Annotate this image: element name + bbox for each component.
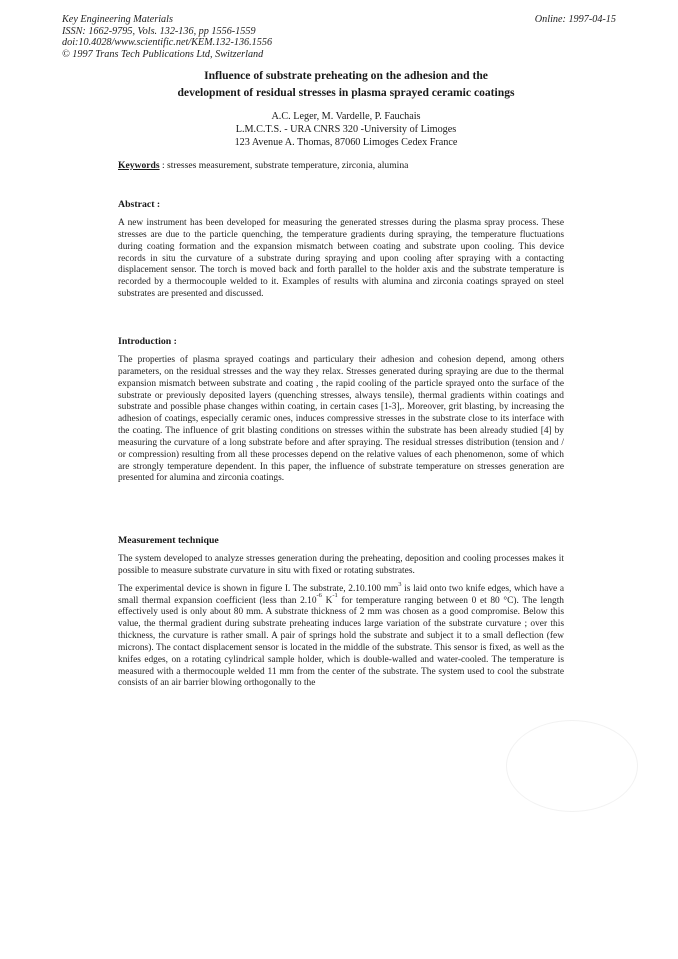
author-block: [80, 110, 612, 149]
title-line-2: development of residual stresses in plasma sprayed ceramic coatings: [177, 86, 515, 99]
keywords-text: stresses measurement, substrate temperature, zirconia, alumina: [167, 160, 409, 171]
background-watermark: [506, 720, 638, 812]
paper-title: [80, 67, 612, 101]
introduction-heading: Introduction :: [118, 336, 177, 347]
measurement-p2-part-d: for temperature ranging between 0 et 80 °C). The length effectively used is only about 80 mm. A substrate thickness of 2 mm was chosen as a good compromise. Below this value, the thermal gradient during substrate preheating induces large variation of the substrate curvature ; over this thickness, the curvature is rather small. A pair of springs hold the substrate and subject it to a small deflection (few microns). The contact displacement sensor is located in the middle of the substrate. This sensor is fixed, as well as the knifes edges, on a rotating cylindrical sample holder, which is double-walled and water-cooled. The temperature is measured with a thermocouple welded 11 mm from the center of the substrate. The system used to cool the substrate consists of an air barrier blowing orthogonally to the: [118, 595, 564, 689]
keywords-label: Keywords: [118, 160, 160, 171]
measurement-paragraph-2: [118, 580, 565, 691]
author-names: A.C. Leger, M. Vardelle, P. Fauchais: [271, 111, 421, 122]
superscript-neg6: -6: [316, 592, 322, 600]
superscript-cube: 3: [398, 580, 402, 588]
title-line-1: Influence of substrate preheating on the adhesion and the: [204, 69, 488, 82]
measurement-heading: Measurement technique: [118, 535, 219, 546]
author-affiliation: L.M.C.T.S. - URA CNRS 320 -University of Limoges: [235, 124, 457, 135]
keywords-separator: :: [159, 160, 168, 171]
measurement-section: [118, 535, 564, 696]
introduction-text: The properties of plasma sprayed coatings and particulary their adhesion and cohesion depend, among others parameters, on the residual stresses and the way they relax. Stresses generated during spraying are due to the thermal expansion mismatch between substrate and coating , the rapid cooling of the particle sprayed onto the surface of the substrate or previously deposited layers (quenching stresses, always tensile), thermal gradients within coatings and substrate and possible phase changes within coating, in certain cases [1-3],. Moreover, grit blasting, by increasing the adhesion of coatings, especially ceramic ones, induces compressive stresses in the substrate close to its interface with the coating. The influence of grit blasting conditions on stresses within the substrate has been already studied [4] by measuring the curvature of a long substrate before and after spraying. The residual stresses distribution (tension and / or compression) resulting from all these processes depend on the relative values of each phenomenon, some of which are strongly temperature dependent. In this paper, the influence of substrate temperature on stresses generation are presented for alumina and zirconia coatings.: [118, 355, 564, 484]
abstract-heading: Abstract :: [118, 199, 161, 210]
introduction-section: [118, 336, 564, 491]
issn-line: ISSN: 1662-9795, Vols. 132-136, pp 1556-1559: [62, 25, 256, 37]
online-date: Online: 1997-04-15: [534, 14, 616, 25]
abstract-text: A new instrument has been developed for measuring the generated stresses during the plasma spray process. These stresses are due to the particle quenching, the temperature gradients during spraying, the temperature fluctuations during coating formation and the expansion mismatch between coating and substrate upon cooling. This device records in situ the curvature of a substrate during spraying and upon cooling after spraying with a contacting displacement sensor. The torch is moved back and forth parallel to the holder axis and the substrate temperature is recorded by a thermocouple welded to it. Examples of results with alumina and zirconia coatings sprayed on steel substrates are presented and discussed.: [118, 218, 564, 300]
doi-line: doi:10.4028/www.scientific.net/KEM.132-136.1556: [62, 37, 273, 49]
measurement-paragraph-1: The system developed to analyze stresses generation during the preheating, deposition and cooling processes makes it possible to measure substrate curvature in situ with fixed or rotating substrates.: [118, 554, 564, 576]
measurement-p2-part-b: is laid onto two knife edges, which have a small thermal expansion coefficient (less than 2.10: [118, 583, 565, 606]
author-address: 123 Avenue A. Thomas, 87060 Limoges Cedex France: [234, 137, 458, 148]
measurement-p2-part-c: K: [321, 595, 333, 606]
measurement-p2-part-a: The experimental device is shown in figure I. The substrate, 2.10.100 mm: [118, 583, 399, 594]
keywords-line: [118, 160, 578, 172]
journal-header: [62, 14, 272, 60]
superscript-neg1: -1: [332, 592, 338, 600]
copyright-line: © 1997 Trans Tech Publications Ltd, Switzerland: [62, 48, 264, 60]
journal-name: Key Engineering Materials: [62, 14, 173, 25]
abstract-section: [118, 199, 564, 307]
